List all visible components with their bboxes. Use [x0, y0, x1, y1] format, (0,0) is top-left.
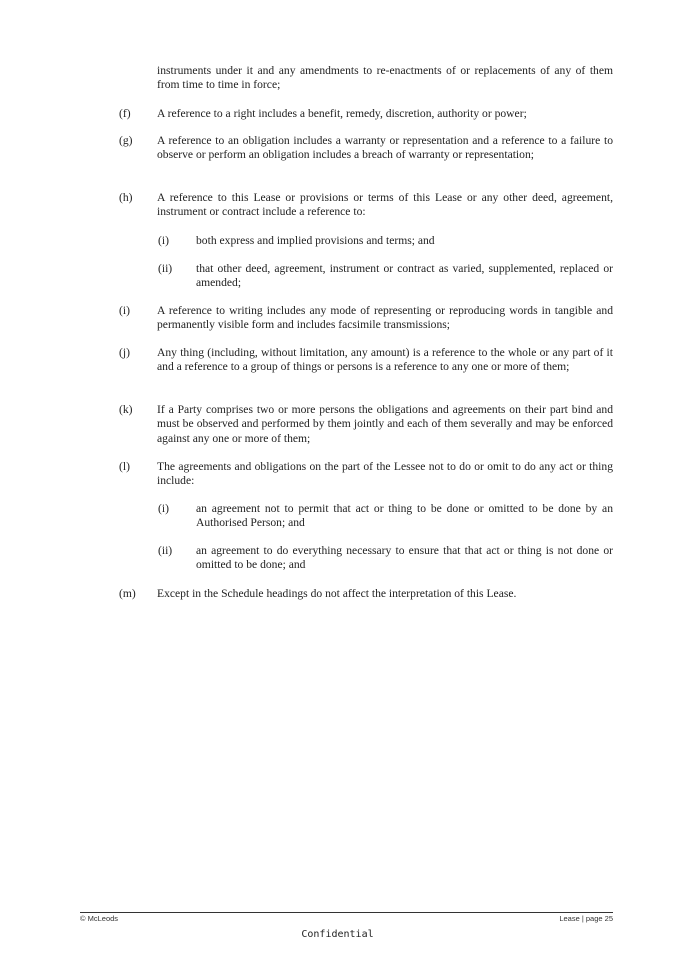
footer-copyright: © McLeods: [80, 914, 119, 923]
clause-label: (g): [119, 134, 133, 147]
subclause-text: that other deed, agreement, instrument or contract as varied, supplemented, replaced or amended;: [196, 262, 613, 290]
clause-text: If a Party comprises two or more persons the obligations and agreements on their part bind and must be observed and performed by them jointly and each of them severally and may be enforced against any one or more of them;: [157, 403, 613, 445]
clause-text: A reference to writing includes any mode of representing or reproducing words in tangible and permanently visible form and includes facsimile transmissions;: [157, 304, 613, 332]
subclause-label: (ii): [158, 544, 173, 557]
clause-label: (m): [119, 587, 136, 600]
clause-text: Any thing (including, without limitation, any amount) is a reference to the whole or any part of it and a reference to a group of things or persons is a reference to any one or more of them;: [157, 346, 613, 374]
footer-divider: [80, 912, 613, 913]
footer-page-number: Lease | page 25: [559, 914, 613, 923]
clause-text: Except in the Schedule headings do not affect the interpretation of this Lease.: [157, 587, 517, 600]
subclause-text: an agreement not to permit that act or thing to be done or omitted to be done by an Authorised Person; and: [196, 502, 613, 530]
confidential-label: Confidential: [301, 929, 374, 940]
clause-text: A reference to this Lease or provisions or terms of this Lease or any other deed, agreement, instrument or contract include a reference to:: [157, 191, 613, 219]
subclause-label: (ii): [158, 262, 173, 275]
subclause-text: both express and implied provisions and terms; and: [196, 234, 435, 247]
subclause-text: an agreement to do everything necessary to ensure that that act or thing is not done or omitted to be done; and: [196, 544, 613, 572]
clause-text: A reference to an obligation includes a warranty or representation and a reference to a failure to observe or perform an obligation includes a breach of warranty or representation;: [157, 134, 613, 162]
clause-text: A reference to a right includes a benefit, remedy, discretion, authority or power;: [157, 107, 527, 120]
subclause-label: (i): [158, 234, 169, 247]
clause-label: (k): [119, 403, 133, 416]
clause-text: The agreements and obligations on the part of the Lessee not to do or omit to do any act or thing include:: [157, 460, 613, 488]
clause-label: (l): [119, 460, 130, 473]
subclause-label: (i): [158, 502, 169, 515]
clause-label: (i): [119, 304, 130, 317]
continuation-text: instruments under it and any amendments to re-enactments of or replacements of any of them from time to time in force;: [157, 64, 613, 92]
clause-label: (h): [119, 191, 133, 204]
clause-label: (j): [119, 346, 130, 359]
clause-label: (f): [119, 107, 131, 120]
